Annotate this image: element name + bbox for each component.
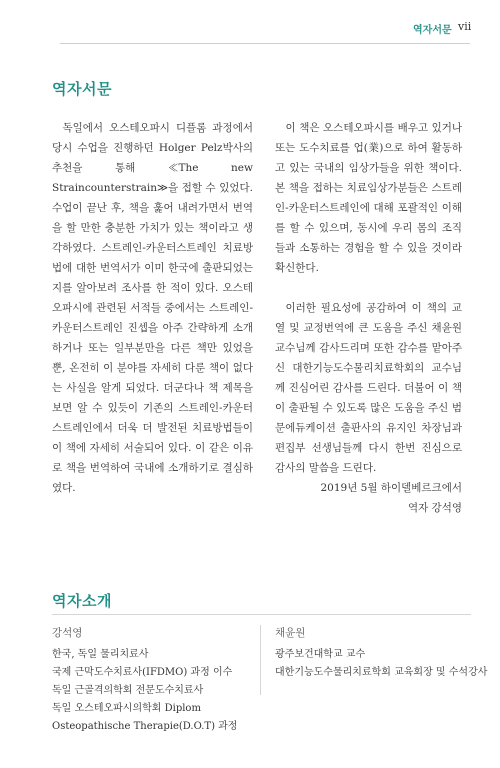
section-rule [52,614,471,615]
preface-paragraph: 이 책은 오스테오파시를 배우고 있거나 또는 도수치료를 업(業)으로 하여 활동하고 있는 국내의 임상가들을 위한 책이다. 본 책을 접하는 치료임상가분들은 스트레인-카운터스트레인에 대해 포괄적인 이해를 할 수 있으며, 동시에 우리 몸의 조직들과 소통하는 경험을 할 수 있을 것이라 확신한다. [275,122,462,274]
translator-name: 강석영 [52,627,83,639]
preface-left-column [52,118,253,498]
translator-credential: 광주보건대학교 교수 [275,649,366,660]
translator-credential: 한국, 독일 물리치료사 [52,649,149,660]
translator-credential: 독일 근골격의학회 전문도수치료사 [52,685,204,696]
paragraph-spacer [275,278,462,298]
preface-signature: 역자 강석영 [407,502,462,514]
translator-credential: 대한기능도수물리치료학회 교육회장 및 수석강사 [275,667,488,678]
column-divider [260,625,261,695]
preface-right-column [275,118,462,518]
preface-title: 역자서문 [52,80,112,98]
translator-right [275,624,488,682]
header-rule [60,43,470,44]
translator-credential: 독일 오스테오파시의학회 Diplom Osteopathische Therapie(D.O.T) 과정 [52,703,238,732]
translators-title: 역자소개 [52,592,112,610]
preface-paragraph: 독일에서 오스테오파시 디플롬 과정에서 당시 수업을 진행하던 Holger Pelz박사의 추천을 통해 ≪The new Straincounterstrain≫을 접할 수 있었다. 수업이 끝난 후, 책을 훑어 내려가면서 번역을 할 만한 충분한 가치가 있는 책이라고 생각하였다. 스트레인-카운터스트레인 치료방법에 대한 번역서가 이미 한국에 출판되었는지를 알아보려 조사를 한 적이 있다. 오스테오파시에 관련된 서적들 중에서는 스트레인-카운터스트레인 진셉을 아주 간략하게 소개하거나 또는 일부분만을 다른 책만 있었을 뿐, 온전히 이 분야를 자세히 다룬 책이 없다는 사실을 알게 되었다. 더군다나 책 제목을 보면 알 수 있듯이 기존의 스트레인-카운터스트레인에서 더욱 더 발전된 치료방법들이 이 책에 자세히 서술되어 있다. 이 같은 이유로 책을 번역하여 국내에 소개하기로 결심하였다. [52,122,253,494]
preface-paragraph: 이러한 필요성에 공감하여 이 책의 교열 및 교정번역에 큰 도움을 주신 채윤원 교수님께 감사드리며 또한 감수를 맡아주신 대한기능도수물리치료학회의 교수님께 진심어린 감사를 드린다. 더불어 이 책이 출판될 수 있도록 많은 도움을 주신 범문에듀케이션 출판사의 유지인 차장님과 편집부 선생님들께 다시 한번 진심으로 감사의 말씀을 드린다. [275,302,462,474]
translator-credential: 국제 근막도수치료사(IFDMO) 과정 이수 [52,667,233,678]
translator-left [52,624,252,736]
running-header-title: 역자서문 [413,25,452,36]
translator-name: 채윤원 [275,627,306,639]
page-number: vii [458,20,472,33]
preface-date: 2019년 5월 하이델베르크에서 [320,482,462,494]
